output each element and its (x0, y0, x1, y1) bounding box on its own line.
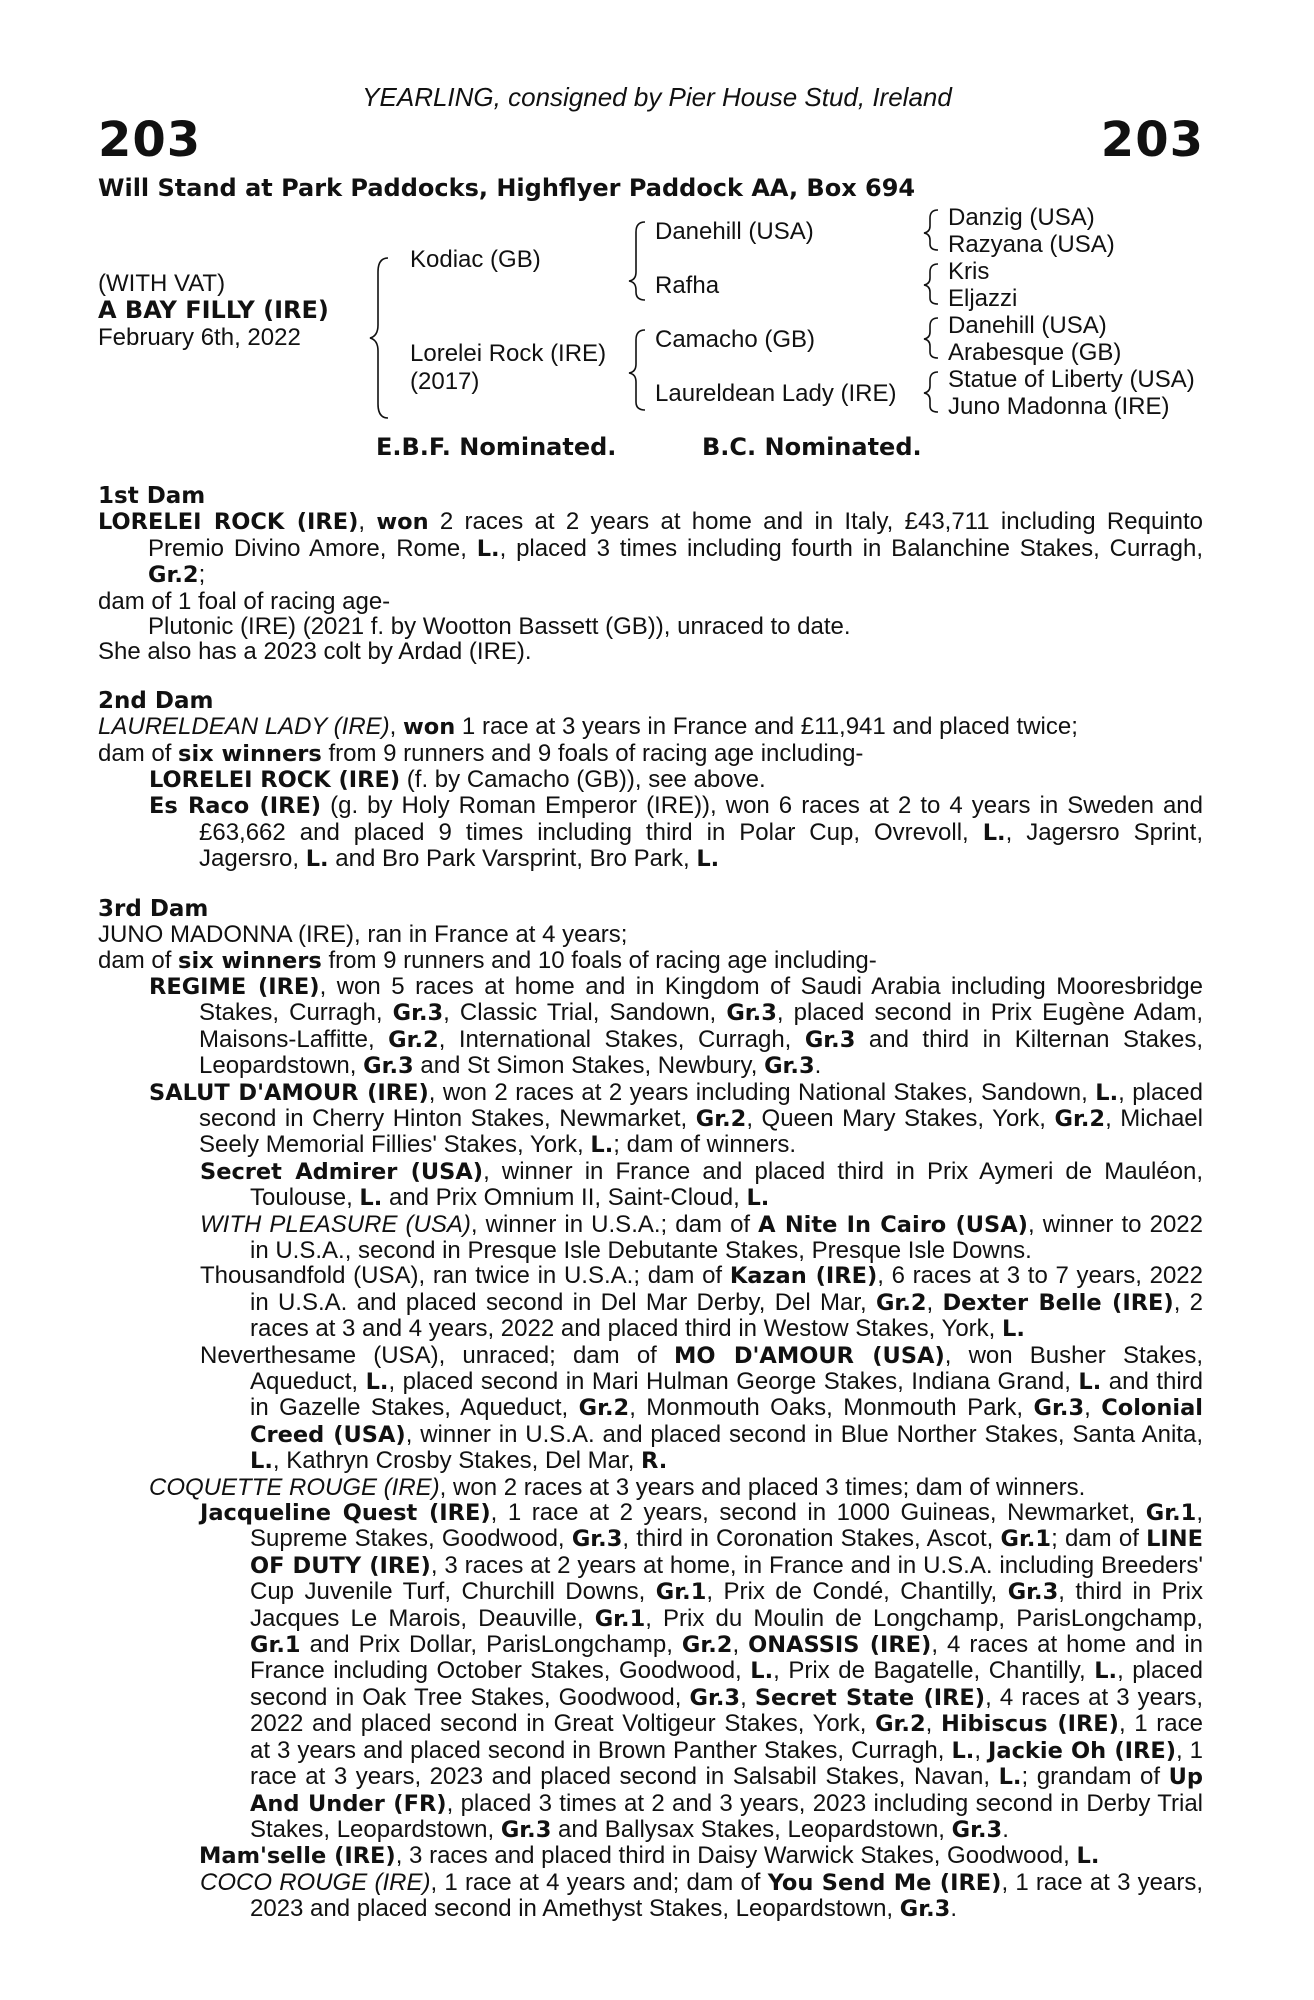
bc-nominated: B.C. Nominated. (702, 433, 922, 461)
ebf-nominated: E.B.F. Nominated. (376, 433, 617, 461)
dam-sire: Camacho (GB) (655, 326, 816, 353)
produce-salut-damour: SALUT D'AMOUR (IRE), won 2 races at 2 years including National Stakes, Sandown, L., placed second in Cherry Hinton Stakes, Newmarket, Gr.2, Queen Mary Stakes, York, Gr.2, Michael Seely Memorial Fillies' Stakes, York, L.; dam of winners. (149, 1078, 1203, 1159)
second-dam-winners: dam of six winners from 9 runners and 9 foals of racing age including- (98, 739, 864, 767)
first-dam-foals: dam of 1 foal of racing age- (98, 587, 391, 615)
ggp-6: Arabesque (GB) (948, 339, 1122, 366)
catalogue-page-body (98, 484, 1203, 1923)
produce-secret-admirer: Secret Admirer (USA), winner in France and placed third in Prix Aymeri de Mauléon, Toulouse, L. and Prix Omnium II, Saint-Cloud, L. (200, 1157, 1203, 1212)
second-dam-paragraph: LAURELDEAN LADY (IRE), won 1 race at 3 years in France and £11,941 and placed twice; (98, 713, 1078, 741)
produce-with-pleasure: WITH PLEASURE (USA), winner in U.S.A.; dam of A Nite In Cairo (USA), winner to 2022 in U.S.A., second in Presque Isle Debutante Stakes, Presque Isle Downs. (200, 1210, 1204, 1264)
second-dam-heading: 2nd Dam (98, 687, 214, 714)
vat-note: (WITH VAT) (98, 270, 226, 297)
sire-sire: Danehill (USA) (655, 218, 814, 245)
ggp-2: Razyana (USA) (948, 231, 1115, 258)
ggp-5: Danehill (USA) (948, 312, 1107, 339)
produce-mamselle: Mam'selle (IRE), 3 races and placed third in Daisy Warwick Stakes, Goodwood, L. (199, 1842, 1100, 1870)
consignor-line: YEARLING, consigned by Pier House Stud, Ireland (362, 82, 952, 112)
produce-coco-rouge: COCO ROUGE (IRE), 1 race at 4 years and; dam of You Send Me (IRE), 1 race at 3 years, 2023 and placed second in Amethyst Stakes, Leopardstown, Gr.3. (200, 1868, 1204, 1923)
lot-number-left: 203 (98, 112, 202, 168)
third-dam-winners: dam of six winners from 9 runners and 10 foals of racing age including- (98, 946, 877, 974)
produce-coquette-rouge: COQUETTE ROUGE (IRE), won 2 races at 3 years and placed 3 times; dam of winners. (149, 1473, 1086, 1501)
first-dam-paragraph: LORELEI ROCK (IRE), won 2 races at 2 years at home and in Italy, £43,711 including Requinto Premio Divino Amore, Rome, L., placed 3 times including fourth in Balanchine Stakes, Curragh, Gr.2; (98, 508, 1203, 589)
produce-neverthesame: Neverthesame (USA), unraced; dam of MO D'AMOUR (USA), won Busher Stakes, Aqueduct, L., placed second in Mari Hulman George Stakes, Indiana Grand, L. and third in Gazelle Stakes, Aqueduct, Gr.2, Monmouth Oaks, Monmouth Park, Gr.3, Colonial Creed (USA), winner in U.S.A. and placed second in Blue Norther Stakes, Santa Anita, L., Kathryn Crosby Stakes, Del Mar, R. (200, 1341, 1204, 1475)
sire: Kodiac (GB) (410, 246, 541, 273)
produce-regime: REGIME (IRE), won 5 races at home and in Kingdom of Saudi Arabia including Mooresbridge Stakes, Curragh, Gr.3, Classic Trial, Sandown, Gr.3, placed second in Prix Eugène Adam, Maisons-Laffitte, Gr.2, International Stakes, Curragh, Gr.3 and third in Kilternan Stakes, Leopardstown, Gr.3 and St Simon Stakes, Newbury, Gr.3. (149, 972, 1204, 1080)
dam-year: (2017) (410, 368, 480, 395)
first-dam-heading: 1st Dam (98, 483, 206, 509)
lot-number-right: 203 (1100, 112, 1204, 168)
produce-lorelei-rock: LORELEI ROCK (IRE) (f. by Camacho (GB)), see above. (149, 766, 766, 794)
produce-plutonic: Plutonic (IRE) (2021 f. by Wootton Bassett (GB)), unraced to date. (148, 613, 851, 641)
produce-jacqueline-quest: Jacqueline Quest (IRE), 1 race at 2 years, second in 1000 Guineas, Newmarket, Gr.1, Supreme Stakes, Goodwood, Gr.3, third in Coronation Stakes, Ascot, Gr.1; dam of LINE OF DUTY (IRE), 3 races at 2 years at home, in France and in U.S.A. including Breeders' Cup Juvenile Turf, Churchill Downs, Gr.1, Prix de Condé, Chantilly, Gr.3, third in Prix Jacques Le Marois, Deauville, Gr.1, Prix du Moulin de Longchamp, ParisLongchamp, Gr.1 and Prix Dollar, ParisLongchamp, Gr.2, ONASSIS (IRE), 4 races at home and in France including October Stakes, Goodwood, L., Prix de Bagatelle, Chantilly, L., placed second in Oak Tree Stakes, Goodwood, Gr.3, Secret State (IRE), 4 races at 3 years, 2022 and placed second in Great Voltigeur Stakes, York, Gr.2, Hibiscus (IRE), 1 race at 3 years and placed second in Brown Panther Stakes, Curragh, L., Jackie Oh (IRE), 1 race at 3 years, 2023 and placed second in Salsabil Stakes, Navan, L.; grandam of Up And Under (FR), placed 3 times at 2 and 3 years, 2023 including second in Derby Trial Stakes, Leopardstown, Gr.3 and Ballysax Stakes, Leopardstown, Gr.3. (200, 1499, 1204, 1843)
produce-es-raco: Es Raco (IRE) (g. by Holy Roman Emperor (IRE)), won 6 races at 2 to 4 years in Sweden and £63,662 and placed 9 times including third in Polar Cup, Ovrevoll, L., Jagersro Sprint, Jagersro, L. and Bro Park Varsprint, Bro Park, L. (149, 792, 1204, 873)
produce-2023-colt: She also has a 2023 colt by Ardad (IRE). (98, 638, 532, 666)
third-dam-heading: 3rd Dam (98, 895, 209, 922)
ggp-1: Danzig (USA) (948, 204, 1095, 231)
third-dam-paragraph: JUNO MADONNA (IRE), ran in France at 4 years; (98, 921, 628, 949)
stand-location: Will Stand at Park Paddocks, Highflyer Paddock AA, Box 694 (98, 174, 916, 202)
sire-dam: Rafha (655, 272, 720, 299)
horse-name: A BAY FILLY (IRE) (98, 296, 329, 324)
ggp-3: Kris (948, 258, 990, 285)
ggp-7: Statue of Liberty (USA) (948, 366, 1195, 393)
ggp-8: Juno Madonna (IRE) (948, 393, 1170, 420)
dam-dam: Laureldean Lady (IRE) (655, 380, 897, 407)
produce-thousandfold: Thousandfold (USA), ran twice in U.S.A.; dam of Kazan (IRE), 6 races at 3 to 7 years, 2022 in U.S.A. and placed second in Del Mar Derby, Del Mar, Gr.2, Dexter Belle (IRE), 2 races at 3 and 4 years, 2022 and placed third in Westow Stakes, York, L. (200, 1262, 1204, 1343)
ggp-4: Eljazzi (948, 285, 1018, 312)
dam: Lorelei Rock (IRE) (410, 340, 607, 367)
foaling-date: February 6th, 2022 (98, 324, 301, 351)
